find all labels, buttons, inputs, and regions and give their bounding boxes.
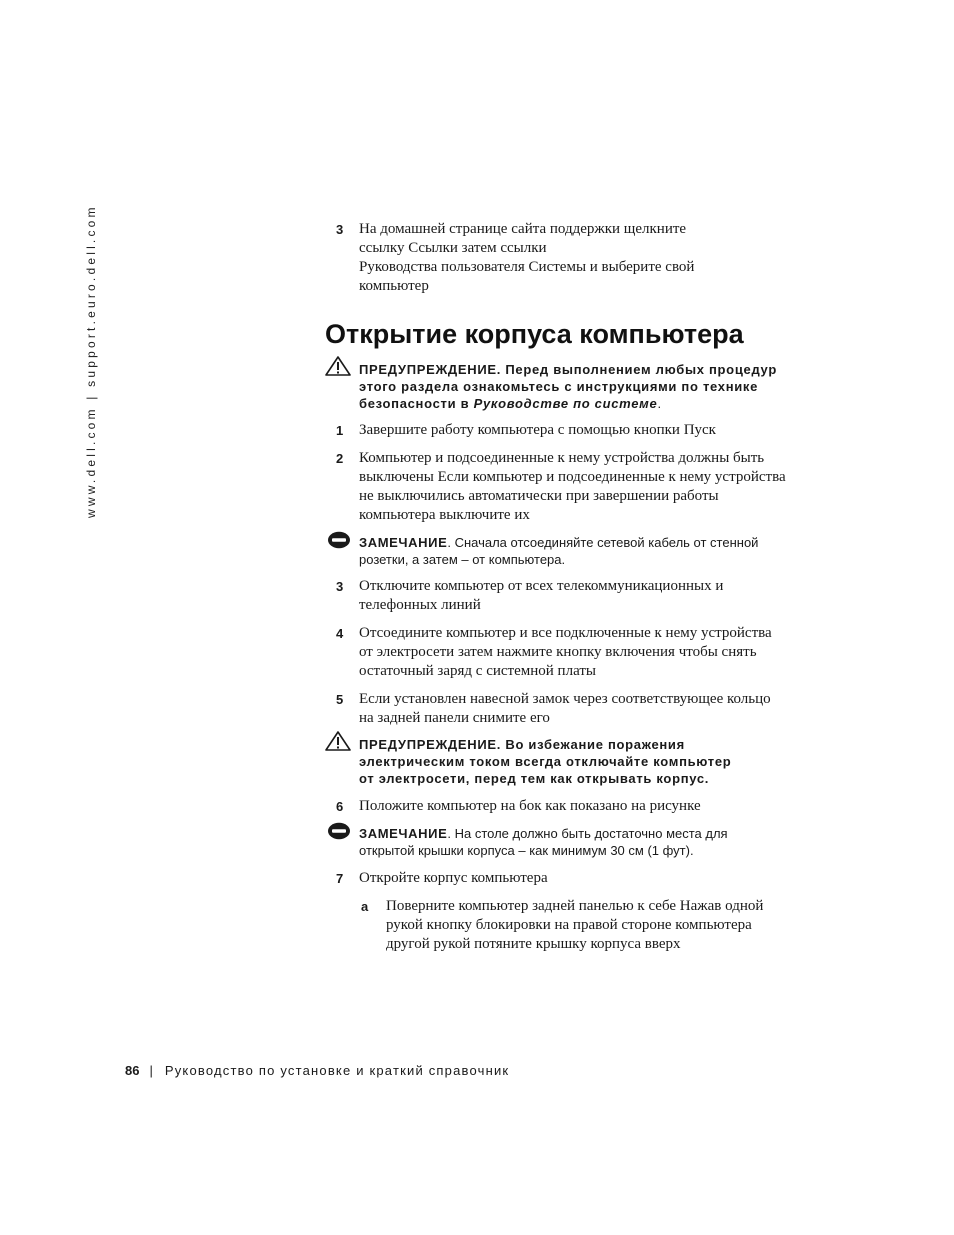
warning-text: . Перед выполнением любых процедур [496,362,777,377]
text-line: телефонных линий [359,597,481,613]
text-line: Отключите компьютер от всех телекоммуникационных и [359,578,724,594]
step-number: 1 [336,423,344,438]
notice-block [359,825,819,859]
step-text [359,797,814,816]
warning-text: безопасности в [359,396,474,411]
notice-text: открытой крышки корпуса – как минимум 30 см (1 фут). [359,843,694,858]
warning-label: ПРЕДУПРЕЖДЕНИЕ [359,362,497,377]
text-line: На домашней странице сайта поддержки щелкните [359,221,687,237]
substep-letter: a [361,899,369,914]
section-title: Открытие корпуса компьютера [325,319,744,349]
intro-step-text [359,220,814,296]
step-text [359,624,814,681]
sidebar-url: www.dell.com | support.euro.dell.com [84,204,98,518]
page-number: 86 [125,1063,140,1078]
step-text [359,869,814,888]
warning-text: . Во избежание поражения [496,737,685,752]
footer-separator: | [149,1063,153,1078]
substep-text [386,897,816,954]
text-line: ссылку Ссылки затем ссылки [359,240,547,256]
text-line: Если установлен навесной замок через соответствующее кольцо [359,691,771,707]
notice-text: розетки, а затем – от компьютера. [359,552,566,567]
text-line: не выключились автоматически при завершении работы [359,488,719,504]
text-line: Положите компьютер на бок как показано на рисунке [359,798,701,814]
text-line: на задней панели снимите его [359,710,550,726]
text-line: Компьютер и подсоединенные к нему устройства должны быть [359,450,765,466]
warning-label: ПРЕДУПРЕЖДЕНИЕ [359,737,497,752]
notice-label: ЗАМЕЧАНИЕ [359,535,448,550]
step-text [359,421,814,440]
step-number: 3 [336,579,344,594]
notice-text: . На столе должно быть достаточно места для [447,826,728,841]
step-text [359,690,814,728]
warning-block [359,361,819,412]
text-line: компьютер [359,278,429,294]
notice-text: . Сначала отсоединяйте сетевой кабель от стенной [447,535,759,550]
notice-circle-icon [327,531,351,549]
step-number: 4 [336,626,344,641]
text-line: выключены Если компьютер и подсоединенные к нему устройства [359,469,786,485]
warning-text: от электросети, перед тем как открывать корпус. [359,771,710,786]
text-line: Отсоедините компьютер и все подключенные к нему устройства [359,625,772,641]
warning-text: . [657,396,662,411]
notice-label: ЗАМЕЧАНИЕ [359,826,448,841]
warning-triangle-icon [325,356,351,376]
warning-text: этого раздела ознакомьтесь с инструкциями по технике [359,379,759,394]
step-number: 7 [336,871,344,886]
book-title: Руководство по установке и краткий справочник [164,1063,510,1078]
step-number: 5 [336,692,344,707]
text-line: Завершите работу компьютера с помощью кнопки Пуск [359,422,716,438]
text-line: рукой кнопку блокировки на правой стороне компьютера [386,917,752,933]
text-line: другой рукой потяните крышку корпуса вверх [386,936,681,952]
step-number: 2 [336,451,344,466]
text-line: от электросети затем нажмите кнопку включения чтобы снять [359,644,757,660]
step-text [359,577,814,615]
text-line: остаточный заряд с системной платы [359,663,596,679]
text-line: компьютера выключите их [359,507,530,523]
step-number: 6 [336,799,344,814]
step-text [359,449,814,525]
text-line: Руководства пользователя Системы и выберите свой [359,259,695,275]
text-line: Поверните компьютер задней панелью к себе Нажав одной [386,898,764,914]
warning-text: электрическим током всегда отключайте компьютер [359,754,732,769]
page-footer [125,1061,509,1080]
notice-block [359,534,819,568]
text-line: Откройте корпус компьютера [359,870,548,886]
warning-block [359,736,819,787]
step-number: 3 [336,222,344,237]
notice-circle-icon [327,822,351,840]
warning-italic-text: Руководстве по системе [473,396,658,411]
warning-triangle-icon [325,731,351,751]
